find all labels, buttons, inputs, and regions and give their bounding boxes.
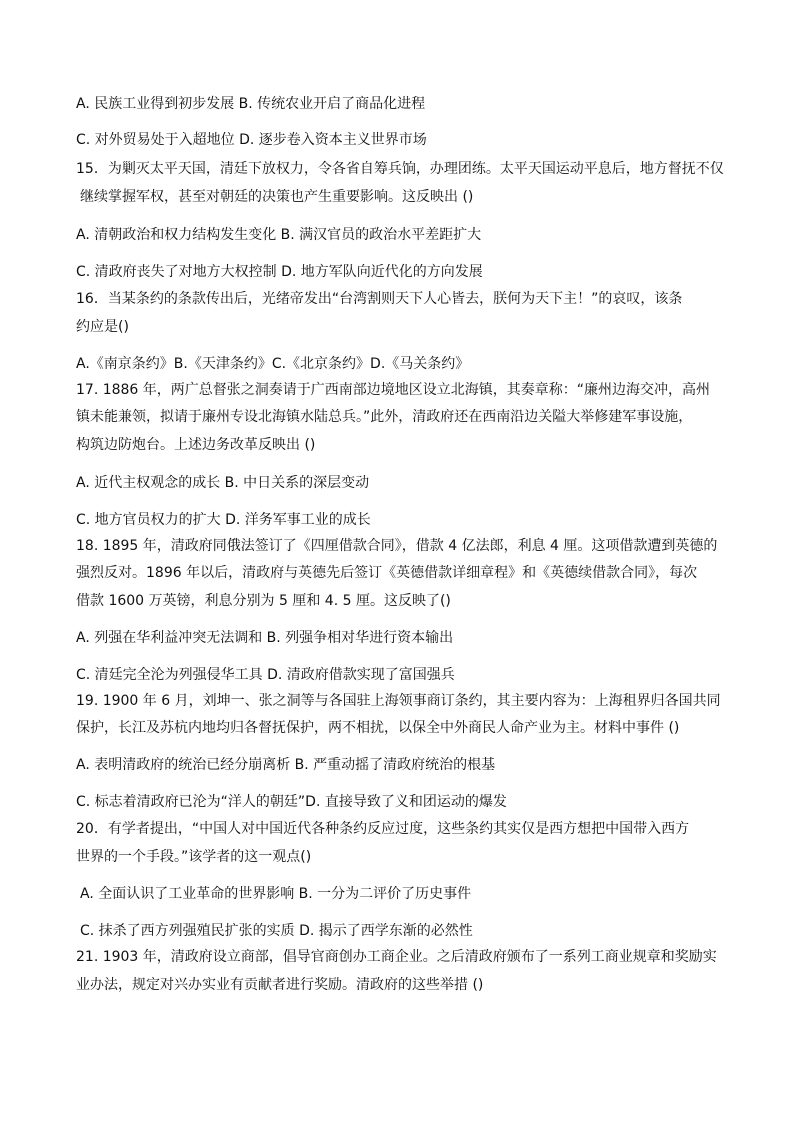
q16-options: A.《南京条约》B.《天津条约》C.《北京条约》D.《马关条约》 [76,356,470,372]
q19-options-ab: A. 表明清政府的统治已经分崩离析 B. 严重动摇了清政府统治的根基 [76,757,496,773]
q15-options-cd: C. 清政府丧失了对地方大权控制 D. 地方军队向近代化的方向发展 [76,264,483,280]
q20-stem-line2: 世界的一个手段。”该学者的这一观点() [76,849,312,865]
q17-stem-line2: 镇未能兼领，拟请于廉州专设北海镇水陆总兵。”此外，清政府还在西南沿边关隘大举修建军事设施， [76,409,693,425]
q17-options-ab: A. 近代主权观念的成长 B. 中日关系的深层变动 [76,475,370,491]
q18-stem-line1: 18. 1895 年，清政府同俄法签订了《四厘借款合同》，借款 4 亿法郎，利息 4 厘。这项借款遭到英德的 [76,538,718,554]
q16-stem-line2: 约应是() [76,319,129,335]
q20-stem-line1: 20．有学者提出，“中国人对中国近代各种条约反应过度，这些条约其实仅是西方想把中国带入西方 [76,821,690,837]
q21-stem-line2: 业办法，规定对兴办实业有贡献者进行奖励。清政府的这些举措 () [76,977,484,993]
q16-stem-line1: 16．当某条约的条款传出后，光绪帝发出“台湾割则天下人心皆去，朕何为天下主！”的哀叹，该条 [76,291,683,307]
q20-options-ab: A. 全面认识了工业革命的世界影响 B. 一分为二评价了历史事件 [80,886,472,902]
q19-stem-line1: 19. 1900 年 6 月，刘坤一、张之洞等与各国驻上海领事商订条约，其主要内容为：上海租界归各国共同 [76,693,721,709]
q18-options-ab: A. 列强在华利益冲突无法调和 B. 列强争相对华进行资本输出 [76,630,454,646]
q17-stem-line3: 构筑边防炮台。上述边务改革反映出 () [76,437,316,453]
q15-stem-line2: 继续掌握军权，甚至对朝廷的决策也产生重要影响。这反映出 () [80,189,474,205]
q18-stem-line3: 借款 1600 万英镑，利息分别为 5 厘和 4. 5 厘。这反映了() [76,593,451,609]
q17-stem-line1: 17. 1886 年，两广总督张之洞奏请于广西南部边境地区设立北海镇，其奏章称：“廉州边海交冲，高州 [76,382,711,398]
q18-stem-line2: 强烈反对。1896 年以后，清政府与英德先后签订《英德借款详细章程》和《英德续借款合同》，每次 [76,565,698,581]
q18-options-cd: C. 清廷完全沦为列强侵华工具 D. 清政府借款实现了富国强兵 [76,667,455,683]
q19-stem-line2: 保护，长江及苏杭内地均归各督抚保护，两不相扰，以保全中外商民人命产业为主。材料中事件 () [76,720,680,736]
q15-stem-line1: 15．为剿灭太平天国，清廷下放权力，令各省自筹兵饷，办理团练。太平天国运动平息后，地方督抚不仅 [76,161,724,177]
q19-options-cd: C. 标志着清政府已沦为“洋人的朝廷”D. 直接导致了义和团运动的爆发 [76,794,507,810]
q15-options-ab: A. 清朝政治和权力结构发生变化 B. 满汉官员的政治水平差距扩大 [76,227,482,243]
q17-options-cd: C. 地方官员权力的扩大 D. 洋务军事工业的成长 [76,512,371,528]
q14-options-ab: A. 民族工业得到初步发展 B. 传统农业开启了商品化进程 [76,96,426,112]
q21-stem-line1: 21. 1903 年，清政府设立商部，倡导官商创办工商企业。之后清政府颁布了一系列工商业规章和奖励实 [76,949,717,965]
q20-options-cd: C. 抹杀了西方列强殖民扩张的实质 D. 揭示了西学东渐的必然性 [80,923,473,939]
q14-options-cd: C. 对外贸易处于入超地位 D. 逐步卷入资本主义世界市场 [76,132,427,148]
